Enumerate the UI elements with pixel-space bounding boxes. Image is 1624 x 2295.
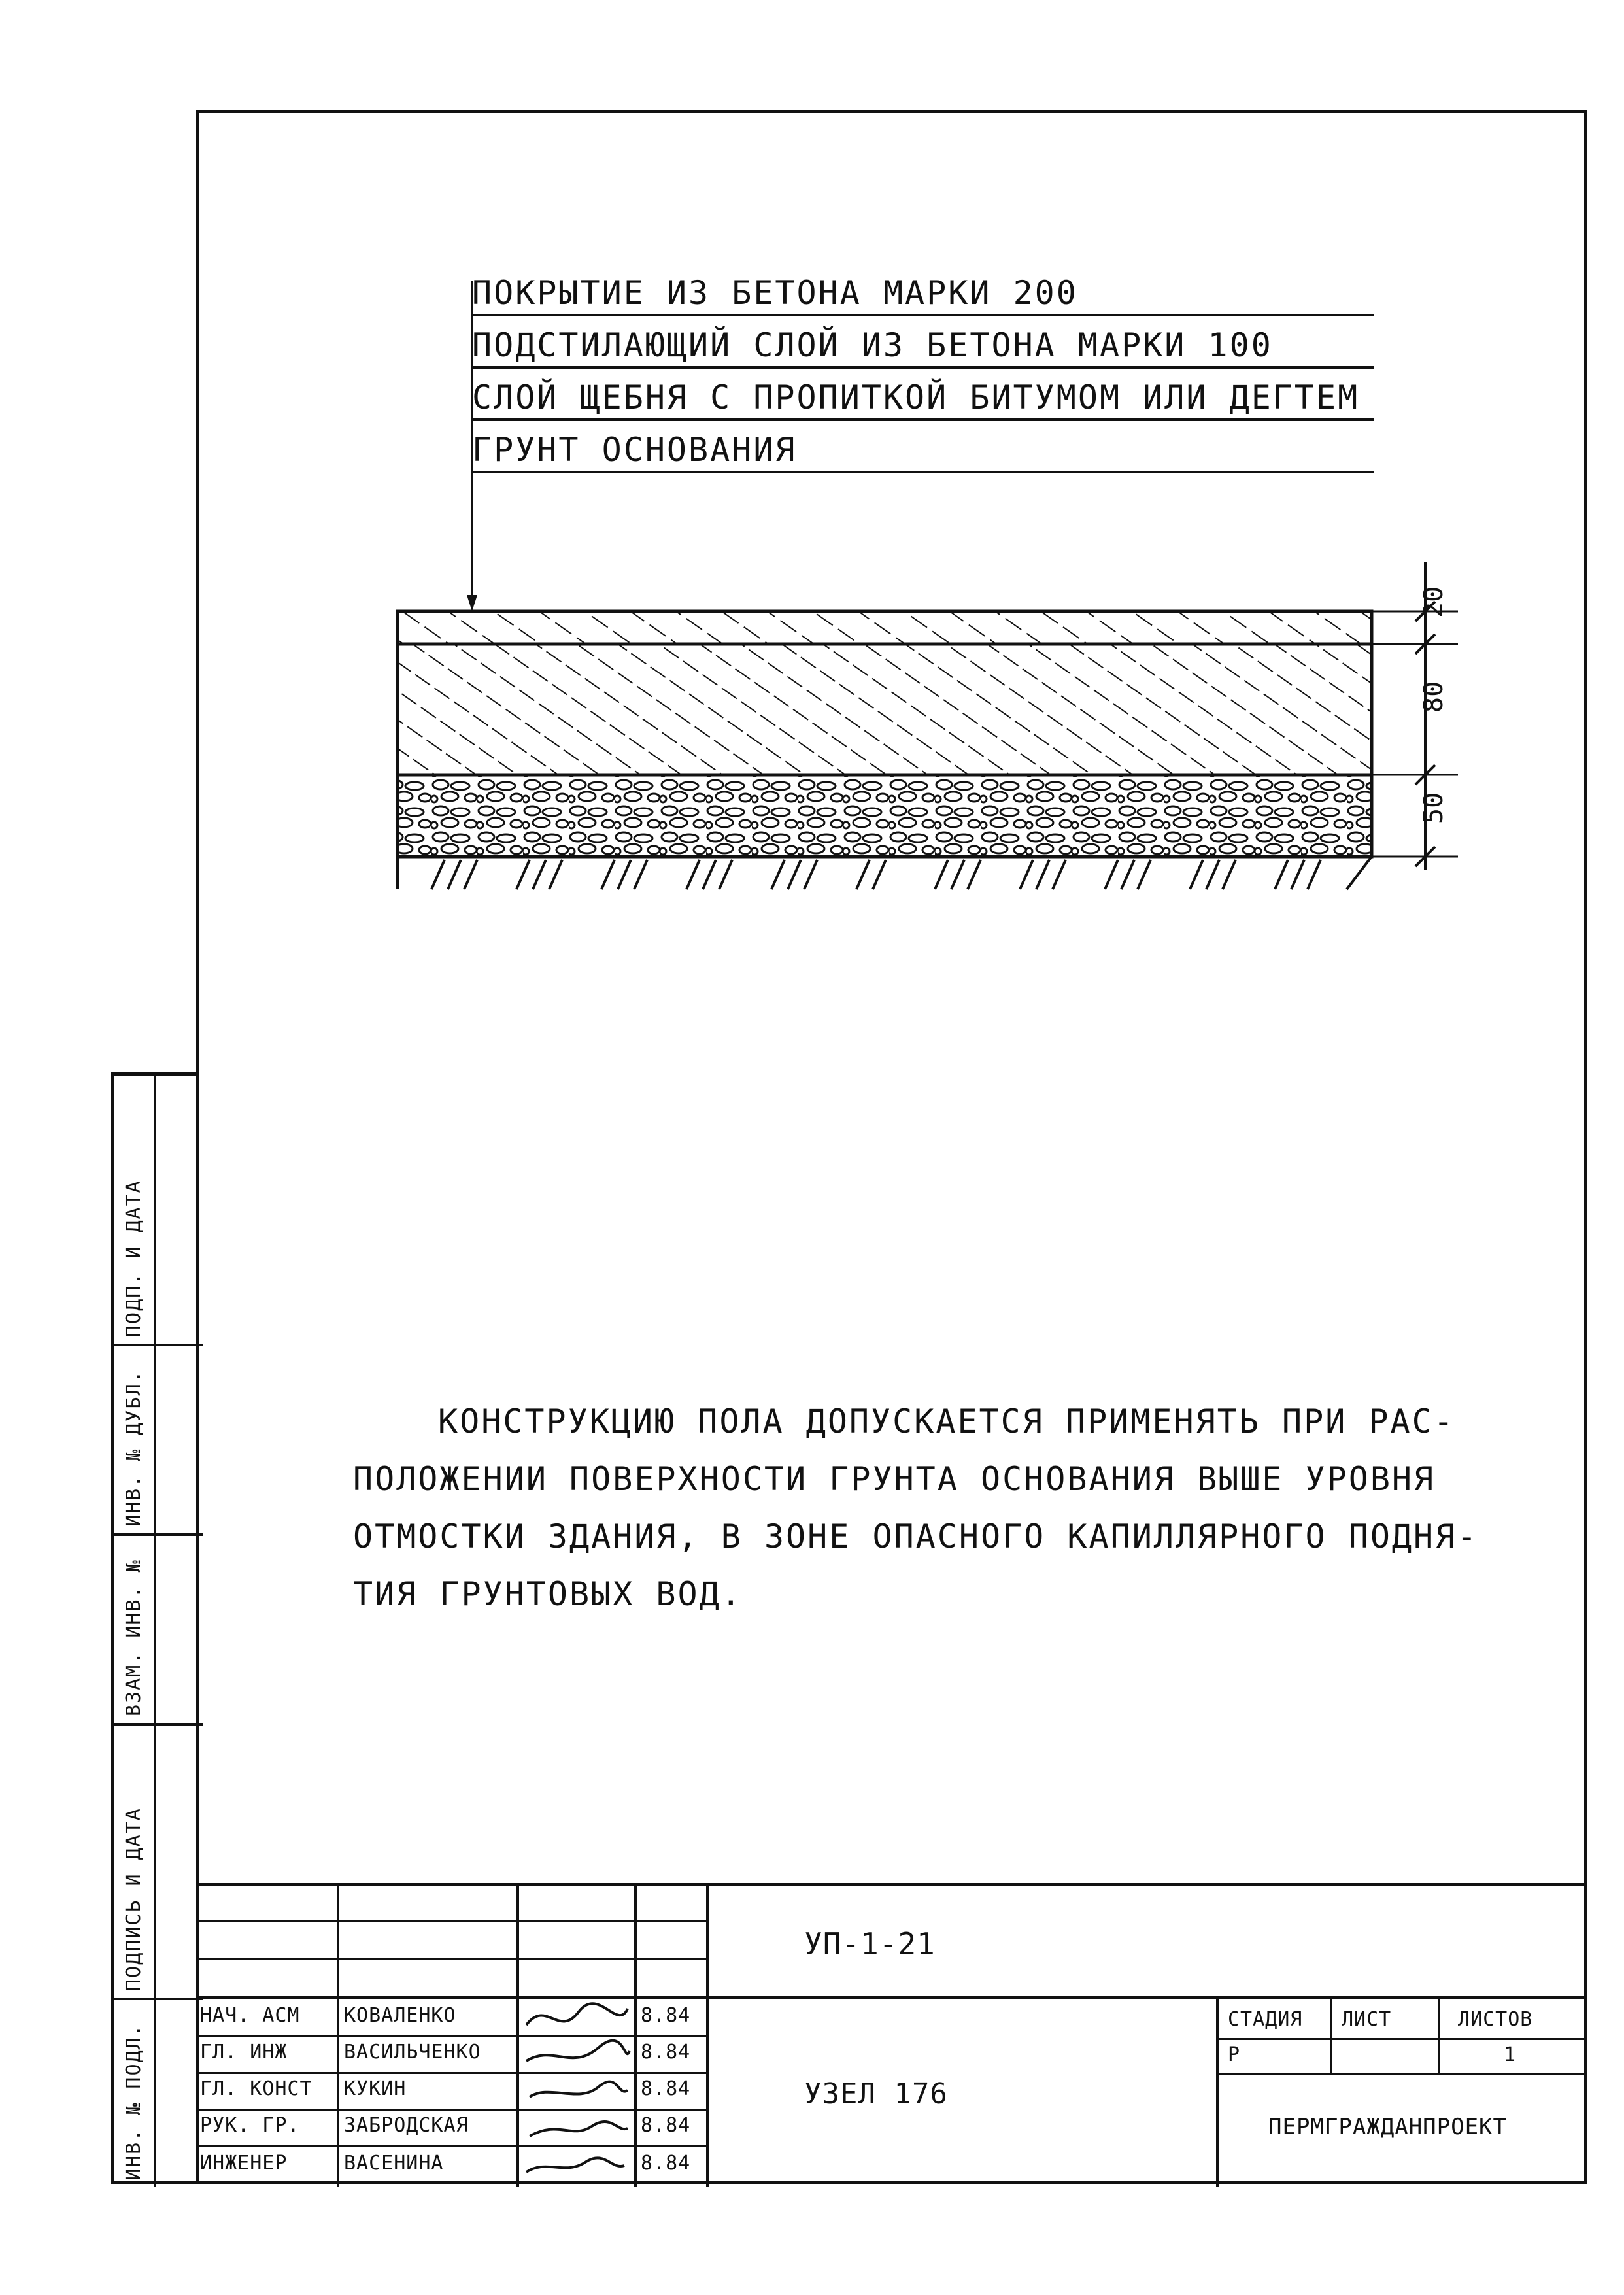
side-label-podpis-data: ПОДПИСЬ И ДАТА xyxy=(122,1807,145,1991)
staff-role: ГЛ. КОНСТ xyxy=(200,2077,313,2100)
staff-name: КОВАЛЕНКО xyxy=(344,2004,456,2027)
staff-name: ВАСИЛЬЧЕНКО xyxy=(344,2041,481,2064)
sheet-header: ЛИСТ xyxy=(1342,2008,1392,2031)
staff-date: 8.84 xyxy=(641,2041,691,2064)
staff-date: 8.84 xyxy=(641,2077,691,2100)
staff-date: 8.84 xyxy=(641,2004,691,2027)
layer-label-4: ГРУНТ ОСНОВАНИЯ xyxy=(472,432,1374,473)
title-block xyxy=(196,1883,1587,2184)
drawing-title: УЗЕЛ 176 xyxy=(804,2077,948,2111)
note-line-1: КОНСТРУКЦИЮ ПОЛА ДОПУСКАЕТСЯ ПРИМЕНЯТЬ ПРИ РАС- xyxy=(438,1402,1455,1440)
dimension-50: 50 xyxy=(1419,792,1449,824)
construction-note xyxy=(353,1393,1543,1623)
side-label-vzam-inv: ВЗАМ. ИНВ. № xyxy=(122,1559,145,1716)
side-strip xyxy=(111,1072,199,2184)
staff-role: РУК. ГР. xyxy=(200,2114,300,2137)
staff-role: НАЧ. АСМ xyxy=(200,2004,300,2027)
note-line-4: ТИЯ ГРУНТОВЫХ ВОД. xyxy=(353,1575,743,1613)
note-line-2: ПОЛОЖЕНИИ ПОВЕРХНОСТИ ГРУНТА ОСНОВАНИЯ ВЫШЕ УРОВНЯ xyxy=(353,1460,1436,1498)
layer-label-2: ПОДСТИЛАЮЩИЙ СЛОЙ ИЗ БЕТОНА МАРКИ 100 xyxy=(472,327,1374,369)
floor-section-drawing xyxy=(386,281,1484,896)
side-label-podp-data: ПОДП. И ДАТА xyxy=(122,1180,145,1337)
signature-marks xyxy=(520,1999,634,2185)
layer-label-1: ПОКРЫТИЕ ИЗ БЕТОНА МАРКИ 200 xyxy=(472,275,1374,316)
doc-code: УП-1-21 xyxy=(804,1926,936,1962)
staff-role: ИНЖЕНЕР xyxy=(200,2152,288,2175)
organization-name: ПЕРМГРАЖДАНПРОЕКТ xyxy=(1268,2115,1507,2139)
note-line-3: ОТМОСТКИ ЗДАНИЯ, В ЗОНЕ ОПАСНОГО КАПИЛЛЯРНОГО ПОДНЯ- xyxy=(353,1518,1479,1556)
staff-role: ГЛ. ИНЖ xyxy=(200,2041,288,2064)
layer-label-3: СЛОЙ ЩЕБНЯ С ПРОПИТКОЙ БИТУМОМ ИЛИ ДЕГТЕМ xyxy=(472,379,1374,421)
side-label-inv-dubl: ИНВ. № ДУБЛ. xyxy=(122,1369,145,1527)
staff-date: 8.84 xyxy=(641,2114,691,2137)
stage-header: СТАДИЯ xyxy=(1228,2008,1303,2031)
dimension-20: 20 xyxy=(1419,586,1449,618)
stage-value: Р xyxy=(1228,2043,1241,2066)
staff-name: ЗАБРОДСКАЯ xyxy=(344,2114,469,2137)
staff-name: КУКИН xyxy=(344,2077,407,2100)
sheets-header: ЛИСТОВ xyxy=(1458,2008,1533,2031)
staff-date: 8.84 xyxy=(641,2152,691,2175)
staff-name: ВАСЕНИНА xyxy=(344,2152,444,2175)
dimension-80: 80 xyxy=(1419,681,1449,713)
sheets-value: 1 xyxy=(1504,2043,1517,2066)
side-label-inv-podl: ИНВ. № ПОДЛ. xyxy=(122,2023,145,2181)
